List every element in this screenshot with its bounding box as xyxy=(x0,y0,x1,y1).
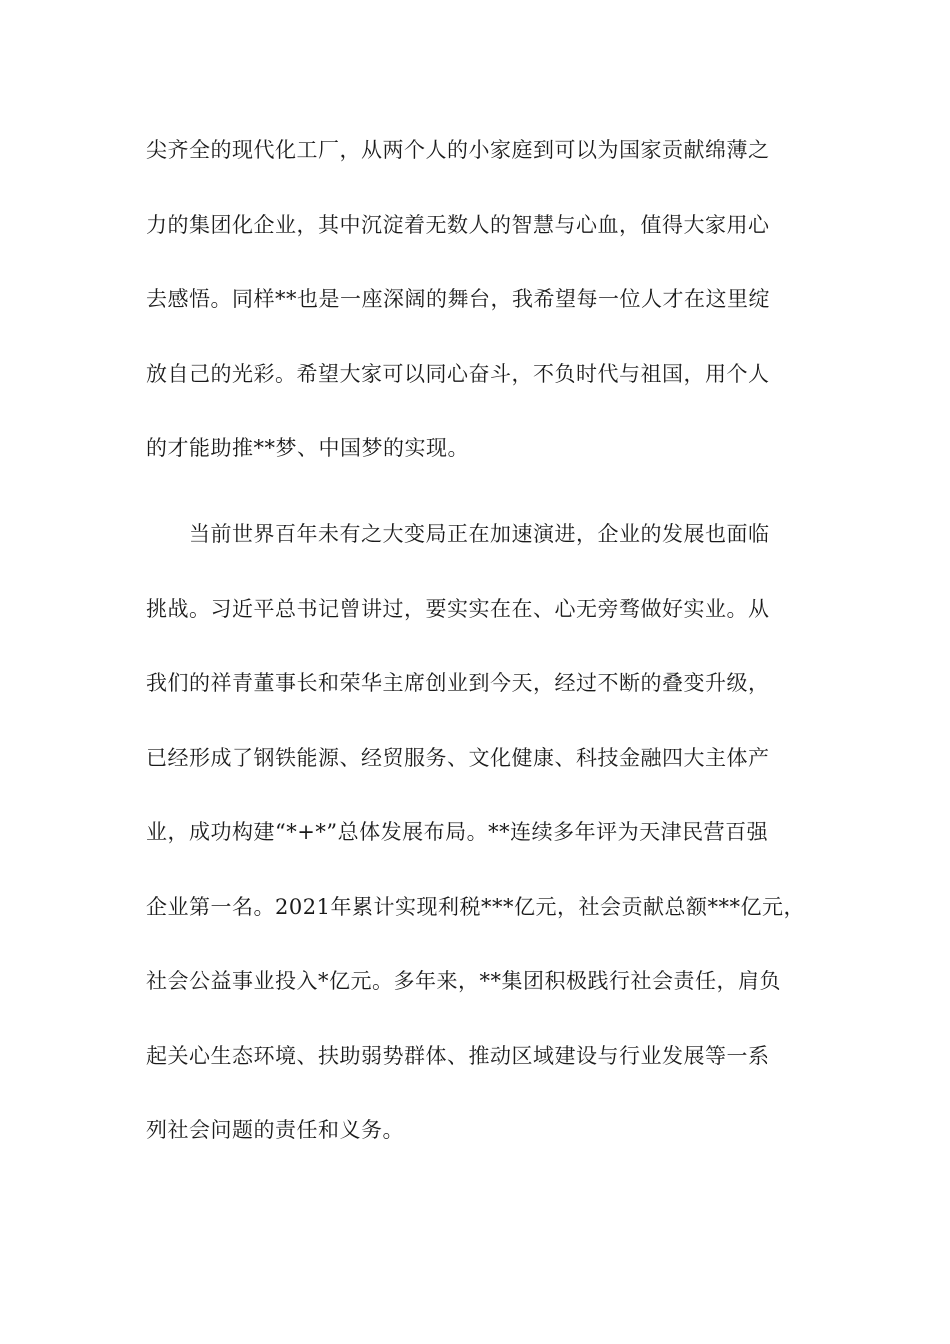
paragraph-line: 力的集团化企业，其中沉淀着无数人的智慧与心血，值得大家用心 xyxy=(146,212,770,237)
paragraph-line: 我们的祥青董事长和荣华主席创业到今天，经过不断的叠变升级， xyxy=(146,671,770,695)
paragraph-line: 放自己的光彩。希望大家可以同心奋斗，不负时代与祖国，用个人 xyxy=(146,361,770,386)
paragraph-line: 业，成功构建“*+*”总体发展布局。**连续多年评为天津民营百强 xyxy=(146,820,769,844)
paragraph-line: 列社会问题的责任和义务。 xyxy=(146,1118,404,1142)
paragraph-line: 社会公益事业投入*亿元。多年来，**集团积极践行社会责任，肩负 xyxy=(146,969,781,993)
paragraph-line: 已经形成了钢铁能源、经贸服务、文化健康、科技金融四大主体产 xyxy=(146,745,770,770)
paragraph-2 xyxy=(146,497,810,1168)
paragraph-1 xyxy=(146,113,810,486)
paragraph-line: 去感悟。同样**也是一座深阔的舞台，我希望每一位人才在这里绽 xyxy=(146,287,770,311)
paragraph-line: 的才能助推**梦、中国梦的实现。 xyxy=(146,436,469,460)
paragraph-line: 尖齐全的现代化工厂，从两个人的小家庭到可以为国家贡献绵薄之 xyxy=(146,138,770,162)
paragraph-line: 当前世界百年未有之大变局正在加速演进，企业的发展也面临 xyxy=(146,522,770,546)
paragraph-line: 企业第一名。2021年累计实现利税***亿元，社会贡献总额***亿元， xyxy=(146,894,805,919)
paragraph-line: 挑战。习近平总书记曾讲过，要实实在在、心无旁骛做好实业。从 xyxy=(146,596,770,621)
paragraph-line: 起关心生态环境、扶助弱势群体、推动区域建设与行业发展等一系 xyxy=(146,1043,770,1068)
